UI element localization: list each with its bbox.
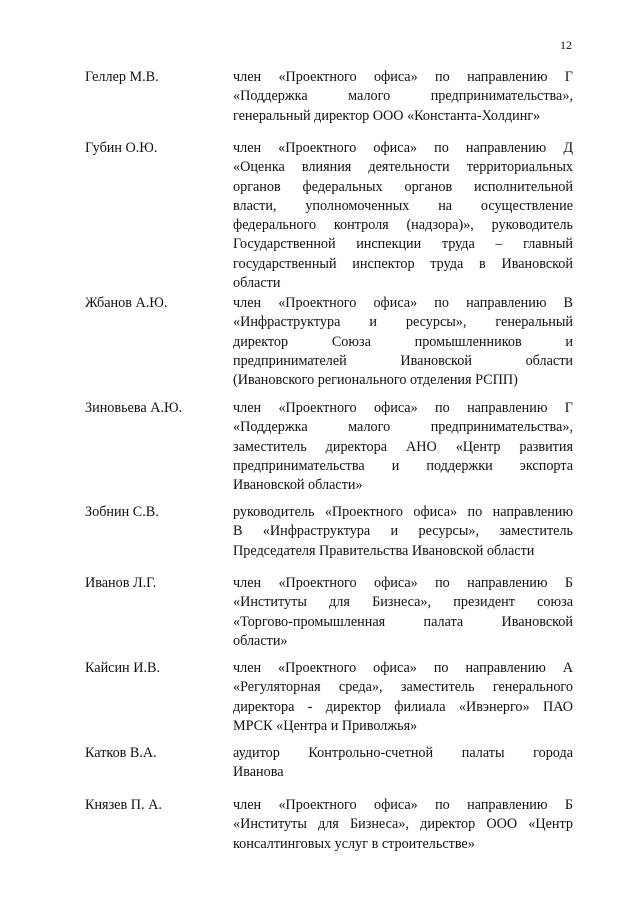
role-line: член «Проектного офиса» по направлению А (233, 660, 573, 676)
role-line: власти, уполномоченных на осуществление (233, 197, 573, 214)
role-line: член «Проектного офиса» по направлению Г (233, 69, 573, 85)
member-name: Зобнин С.В. (85, 504, 159, 520)
role-line: «Поддержка малого предпринимательства», (233, 419, 573, 436)
role-line: Государственной инспекции труда – главный (233, 236, 573, 253)
role-line: директора - директор филиала «Ивэнерго» ПАО (233, 698, 573, 715)
role-line: Председателя Правительства Ивановской области (233, 542, 535, 559)
member-entry (85, 574, 573, 651)
member-entry (85, 139, 573, 293)
role-line: «Регуляторная среда», заместитель генерального (233, 679, 573, 696)
member-entry (85, 659, 573, 736)
member-entry (85, 294, 573, 390)
role-line: член «Проектного офиса» по направлению В (233, 295, 573, 311)
role-line: член «Проектного офиса» по направлению Г (233, 400, 573, 416)
role-line: области (233, 275, 281, 292)
role-line: «Институты для Бизнеса», президент союза (233, 594, 573, 611)
member-name: Катков В.А. (85, 745, 157, 761)
member-name: Иванов Л.Г. (85, 575, 157, 591)
role-line: аудитор Контрольно-счетной палаты города (233, 745, 573, 761)
member-role (233, 796, 573, 854)
role-line: «Инфраструктура и ресурсы», генеральный (233, 314, 573, 331)
member-name: Геллер М.В. (85, 69, 159, 85)
role-line: консалтинговых услуг в строительстве» (233, 835, 475, 852)
member-role (233, 659, 573, 736)
role-line: предпринимательства и поддержки экспорта (233, 457, 573, 474)
role-line: Иванова (233, 764, 284, 781)
role-line: В «Инфраструктура и ресурсы», заместитель (233, 523, 573, 540)
role-line: «Институты для Бизнеса», директор ООО «Центр (233, 816, 573, 833)
role-line: (Ивановского регионального отделения РСПП) (233, 372, 518, 389)
role-line: «Торгово-промышленная палата Ивановской (233, 613, 573, 630)
member-name: Князев П. А. (85, 797, 162, 813)
member-role (233, 503, 573, 561)
role-line: член «Проектного офиса» по направлению Д (233, 140, 573, 156)
role-line: МРСК «Центра и Приволжья» (233, 717, 418, 734)
role-line: директор Союза промышленников и (233, 333, 573, 350)
role-line: генеральный директор ООО «Константа-Холдинг» (233, 107, 541, 124)
role-line: федерального контроля (надзора)», руководитель (233, 217, 573, 234)
member-entry (85, 503, 573, 561)
role-line: органов федеральных органов исполнительной (233, 178, 573, 195)
member-entry (85, 744, 573, 783)
member-name: Зиновьева А.Ю. (85, 400, 183, 416)
role-line: руководитель «Проектного офиса» по направлению (233, 504, 573, 520)
member-role (233, 294, 573, 390)
member-name: Жбанов А.Ю. (85, 295, 168, 311)
member-entry (85, 68, 573, 126)
page-number: 12 (560, 38, 572, 52)
member-entry (85, 796, 573, 854)
member-role (233, 744, 573, 783)
member-role (233, 399, 573, 495)
role-line: «Поддержка малого предпринимательства», (233, 88, 573, 105)
role-line: заместитель директора АНО «Центр развития (233, 438, 573, 455)
role-line: «Оценка влияния деятельности территориальных (233, 159, 573, 176)
member-name: Кайсин И.В. (85, 660, 160, 676)
role-line: предпринимателей Ивановской области (233, 352, 573, 369)
role-line: государственный инспектор труда в Ивановской (233, 255, 573, 272)
member-role (233, 68, 573, 126)
member-role (233, 574, 573, 651)
role-line: области» (233, 632, 288, 649)
member-role (233, 139, 573, 293)
role-line: член «Проектного офиса» по направлению Б (233, 797, 573, 813)
member-entry (85, 399, 573, 495)
member-name: Губин О.Ю. (85, 140, 158, 156)
role-line: член «Проектного офиса» по направлению Б (233, 575, 573, 591)
role-line: Ивановской области» (233, 477, 363, 494)
